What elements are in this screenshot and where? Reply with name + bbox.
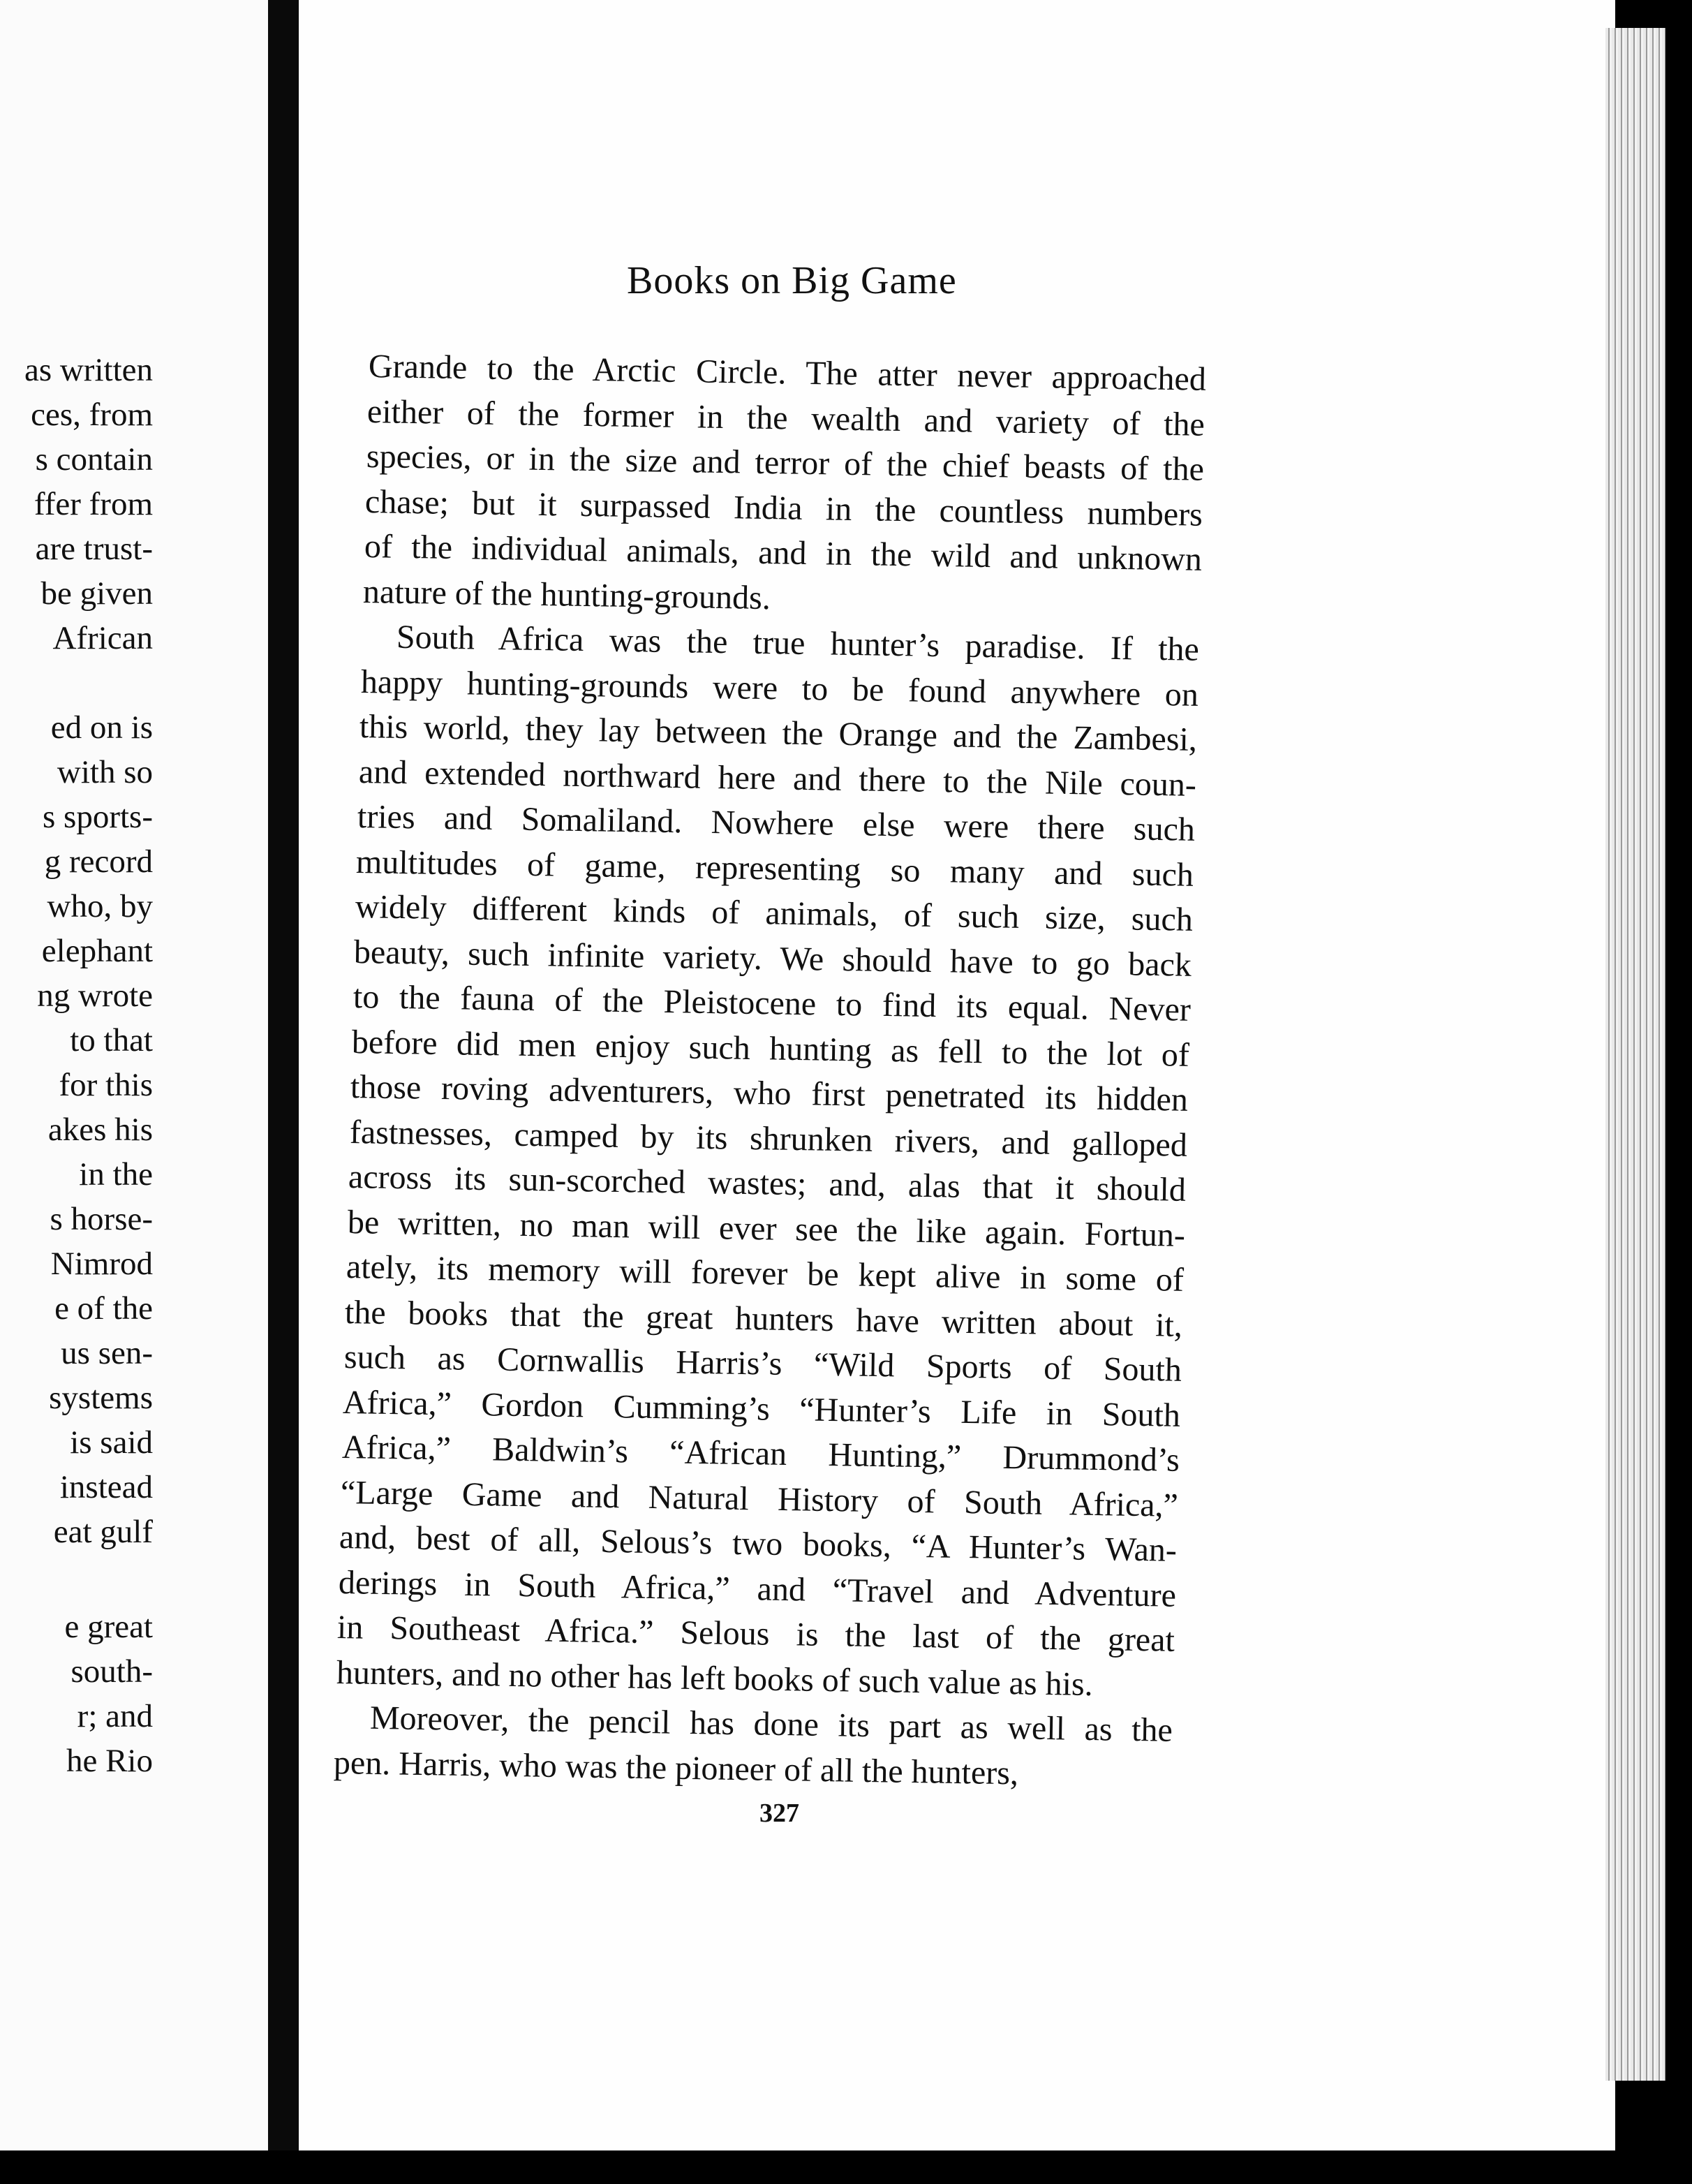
body-text-line: Africa,” Baldwin’s “African Hunting,” Drummond’s — [341, 1429, 1180, 1479]
body-text-line: Moreover, the pencil has done its part as well as the — [369, 1699, 1173, 1749]
body-text-line: chase; but it surpassed India in the countless numbers — [364, 482, 1203, 533]
left-page-line: instead — [59, 1469, 153, 1505]
left-page-line: ffer from — [34, 486, 153, 522]
left-page-line: ed on is — [50, 709, 153, 746]
body-text-line: nature of the hunting-grounds. — [362, 573, 771, 617]
book-gutter — [268, 0, 299, 2184]
left-page-line: akes his — [47, 1112, 153, 1148]
body-text-line: be written, no man will ever see the like again. Fortun- — [347, 1203, 1185, 1254]
left-page-line: south- — [70, 1653, 153, 1690]
body-text-line: widely different kinds of animals, of such size, such — [355, 888, 1194, 938]
body-text-line: to the fauna of the Pleistocene to find its equal. Never — [352, 978, 1191, 1028]
body-text-line: those roving adventurers, who first penetrated its hidden — [350, 1068, 1189, 1119]
left-page-line: for this — [59, 1067, 153, 1103]
body-text-line: this world, they lay between the Orange and the Zambesi, — [359, 708, 1198, 758]
left-page-line: be given — [40, 575, 153, 612]
body-text-line: the books that the great hunters have written about it, — [344, 1293, 1183, 1344]
body-text-line: beauty, such infinite variety. We should have to go back — [353, 933, 1192, 984]
body-text-line: across its sun-scorched wastes; and, alas that it should — [348, 1158, 1187, 1209]
scan-border — [0, 2150, 1692, 2184]
left-page-line: s horse- — [50, 1201, 153, 1237]
left-page-line: us sen- — [61, 1335, 153, 1371]
left-page-line: eat gulf — [53, 1514, 153, 1550]
left-page-line: g record — [44, 843, 153, 880]
body-text-line: South Africa was the true hunter’s paradise. If the — [396, 618, 1200, 668]
left-page-line: who, by — [47, 888, 153, 924]
left-page-line: are trust- — [35, 531, 153, 567]
body-text-line: derings in South Africa,” and “Travel and Adventure — [338, 1563, 1177, 1614]
body-text-line: tries and Somaliland. Nowhere else were there such — [357, 798, 1196, 848]
body-text-line: Africa,” Gordon Cumming’s “Hunter’s Life in South — [342, 1383, 1181, 1434]
body-text-line: pen. Harris, who was the pioneer of all the hunters, — [333, 1743, 1019, 1792]
body-text-line: before did men enjoy such hunting as fell to the lot of — [351, 1023, 1190, 1074]
left-page-line: African — [52, 620, 153, 656]
body-text-line: species, or in the size and terror of the chief beasts of the — [366, 438, 1205, 488]
left-page-line: elephant — [41, 933, 153, 969]
body-text-line: and extended northward here and there to the Nile coun- — [358, 753, 1196, 804]
left-page-line: e great — [64, 1609, 153, 1645]
body-text-line: fastnesses, camped by its shrunken rivers, and galloped — [349, 1113, 1188, 1164]
body-text-line: of the individual animals, and in the wild and unknown — [364, 528, 1202, 578]
body-text-line: hunters, and no other has left books of such value as his. — [336, 1653, 1093, 1703]
left-page-line: is said — [70, 1424, 153, 1461]
body-text-line: multitudes of game, representing so many and such — [355, 843, 1194, 894]
body-text-line: happy hunting-grounds were to be found anywhere on — [360, 663, 1199, 714]
body-text-line: Grande to the Arctic Circle. The atter never approached — [368, 348, 1207, 398]
left-facing-page — [0, 0, 268, 2150]
left-page-line: with so — [57, 754, 153, 790]
running-head: Books on Big Game — [627, 259, 957, 302]
main-page — [299, 0, 1615, 2150]
body-text-line: and, best of all, Selous’s two books, “A Hunter’s Wan- — [339, 1519, 1178, 1569]
body-text-line: either of the former in the wealth and variety of the — [366, 392, 1205, 443]
body-text-line: in Southeast Africa.” Selous is the last of the great — [336, 1609, 1175, 1659]
left-page-line: to that — [70, 1022, 153, 1058]
page-number: 327 — [759, 1799, 799, 1828]
left-page-line: s sports- — [43, 799, 153, 835]
left-page-line: s contain — [35, 441, 153, 478]
left-page-line: Nimrod — [50, 1246, 153, 1282]
left-page-line: r; and — [77, 1698, 153, 1734]
body-text-line: ately, its memory will forever be kept alive in some of — [346, 1248, 1185, 1299]
left-page-line: e of the — [54, 1290, 153, 1327]
left-page-line: in the — [79, 1156, 153, 1193]
body-text-line: “Large Game and Natural History of South Africa,” — [340, 1473, 1179, 1524]
left-page-line: as written — [24, 352, 153, 388]
left-page-line: ng wrote — [37, 977, 153, 1014]
left-page-line: ces, from — [31, 397, 153, 433]
page-edges — [1605, 28, 1665, 2081]
body-text-line: such as Cornwallis Harris’s “Wild Sports of South — [343, 1338, 1182, 1389]
left-page-line: he Rio — [66, 1743, 153, 1779]
left-page-line: systems — [49, 1380, 153, 1416]
